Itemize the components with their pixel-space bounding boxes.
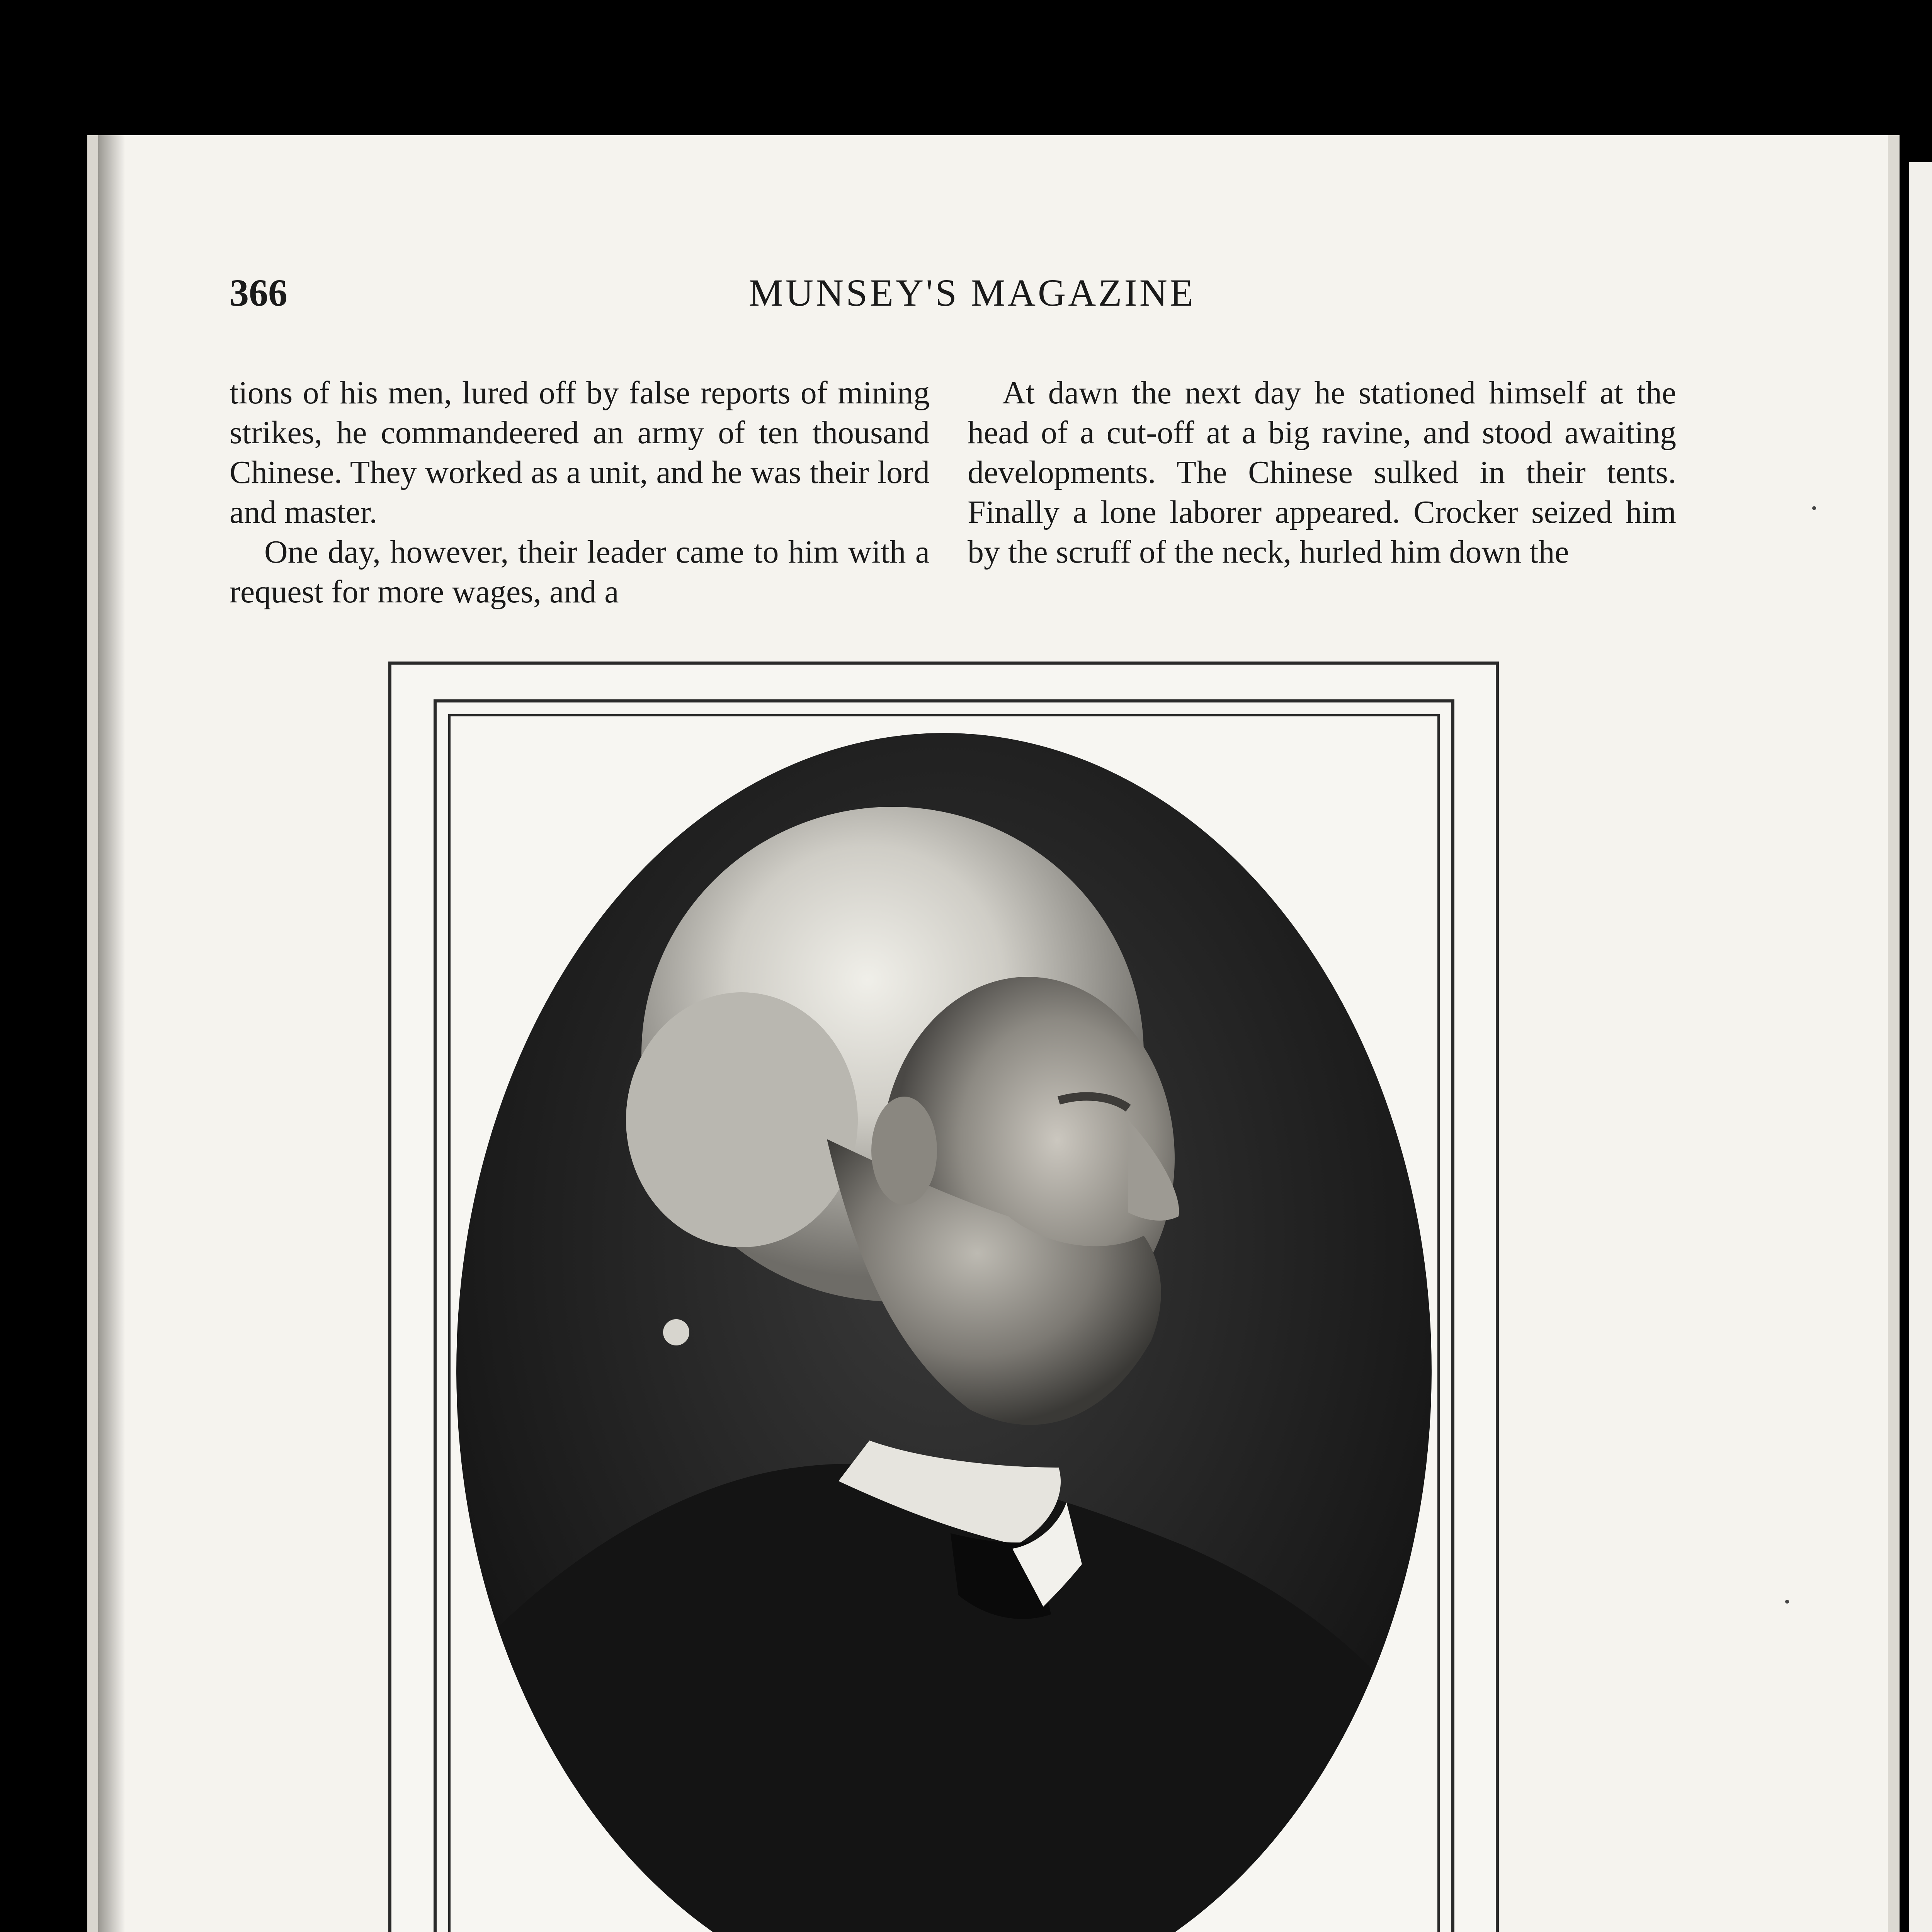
top-left-column [230,373,930,612]
adjacent-page-edge [1909,162,1932,1932]
running-head [230,270,1715,325]
top-right-column [968,373,1676,572]
paragraph: tions of his men, lured off by false reports of mining strikes, he commandeered an army of ten thousand Chinese. They worked as a unit, and he was their lord and master. [230,375,930,530]
gutter-shadow [98,135,125,1932]
page-fold-edge [1888,135,1900,1932]
page-number: 366 [230,271,287,314]
paragraph: One day, however, their leader came to him with a request for more wages, and a [230,534,930,610]
paragraph: At dawn the next day he stationed himself at the head of a cut-off at a big ravine, and stood awaiting developments. The Chinese sulked in their tents. Finally a lone laborer appeared. Crocker seized him by the scruff of the neck, hurled him down the [968,375,1676,570]
magazine-title: MUNSEY'S MAGAZINE [748,271,1196,314]
portrait-photograph [448,714,1440,1932]
